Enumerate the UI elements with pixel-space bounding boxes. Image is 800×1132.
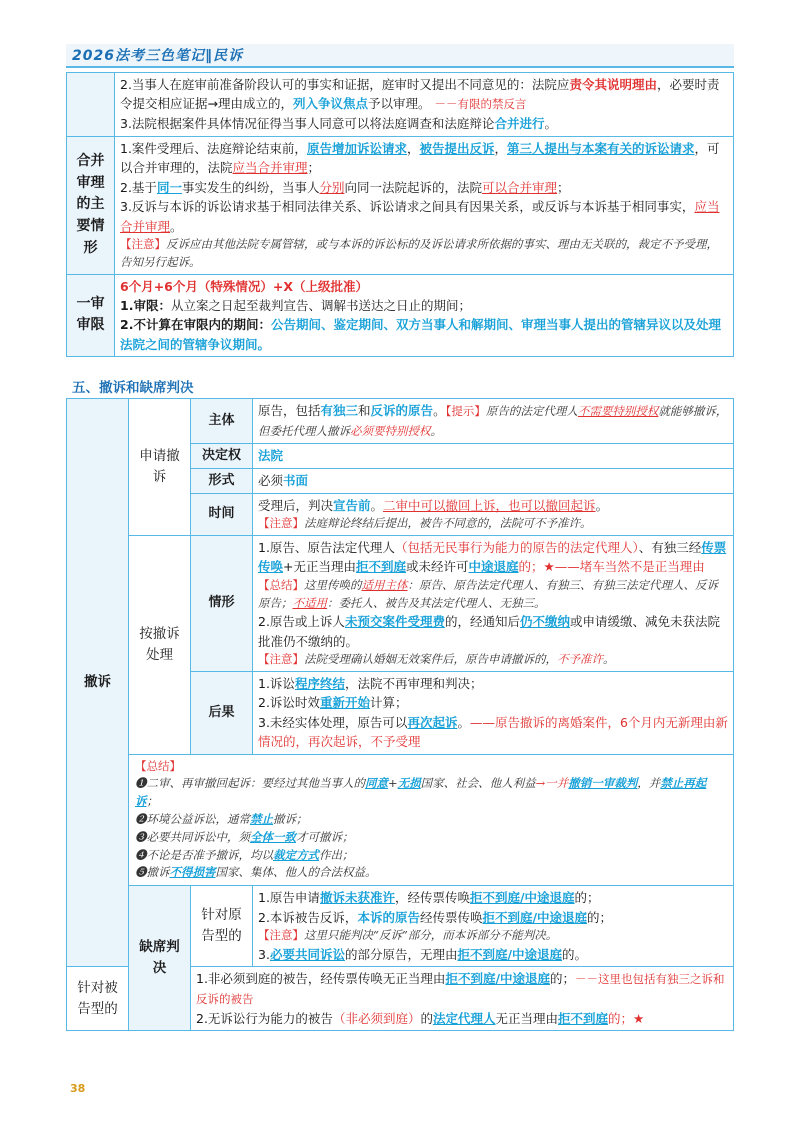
row-label: 合并审理的主要情形 (67, 137, 115, 275)
table-cell (253, 443, 734, 468)
field-label: 形式 (191, 468, 253, 493)
text: ❺撤诉 (135, 865, 170, 880)
text: 列入争议焦点 (292, 96, 368, 112)
paragraph (258, 945, 728, 964)
text: 的，经通知后 (444, 614, 520, 630)
text: 2.不计算在审限内的期间： (120, 317, 271, 333)
text: 的；★——堵车当然不是正当理由 (518, 559, 705, 575)
text: 拒不到庭/中途退庭 (482, 909, 588, 925)
text: 原告的法定代理人 (485, 404, 578, 418)
text: 原告增加诉讼请求 (306, 141, 407, 156)
text: 6个月+6个月（特殊情况） (120, 278, 273, 294)
row-sublabel: 按撤诉处理 (129, 536, 191, 754)
text: ❸必要共同诉讼中，须 (135, 829, 250, 844)
text: 拒不到庭/中途退庭 (457, 946, 563, 962)
text: 2.原告或上诉人 (258, 614, 345, 630)
text: 原告，包括 (258, 403, 321, 418)
paragraph (258, 674, 728, 693)
text: 的部分原告，无理由 (344, 946, 458, 962)
text: 未预交案件受理费 (344, 614, 445, 630)
text: 无损 (397, 776, 421, 791)
text: 的； (550, 971, 576, 987)
text: 宣告前 (333, 497, 371, 513)
text: ，法院不再审理和判决； (344, 676, 483, 692)
text: 的。 (562, 946, 588, 962)
note (258, 651, 728, 669)
row-sublabel: 申请撤诉 (129, 399, 191, 536)
text: 的；★ (608, 1010, 645, 1026)
table-row (67, 754, 734, 886)
text: 事实发生的纠纷，当事人 (181, 179, 320, 195)
text: 撤诉未获准许 (319, 890, 395, 906)
summary-item (135, 829, 727, 847)
paragraph (120, 296, 728, 315)
text: 书面 (283, 472, 309, 488)
text: 1.诉讼 (258, 676, 295, 692)
text: （非必须到庭） (332, 1010, 421, 1026)
text: 1.原告、原告法定代理人 (258, 540, 395, 556)
text: 同意 (365, 776, 388, 791)
text: 。 (603, 652, 615, 667)
text: ； (307, 160, 321, 176)
summary-cell (129, 754, 734, 886)
text: 就能够撤诉，但委托代理人撤诉 (258, 404, 728, 438)
text: （包括无民事行为能力的原告的法定代理人） (394, 540, 639, 556)
text: 反诉应由其他法院专属管辖，或与本诉的诉讼标的及诉讼请求所依据的事实、理由无关联的，裁定不予受理，告知另行起诉。 (120, 236, 718, 269)
text: 。 (433, 403, 446, 418)
text: 予以审理。 (368, 96, 431, 112)
table-cell (115, 73, 734, 137)
text: 2.诉讼时效 (258, 695, 320, 711)
text: 法定代理人 (432, 1010, 496, 1026)
text: 。 (544, 116, 557, 132)
text: 传票传唤 (258, 540, 727, 575)
note-tag: 【注意】 (120, 236, 166, 251)
text: ，可以合并审理的，法院 (120, 141, 720, 176)
text: －－有限的禁反言 (434, 97, 527, 112)
text: 。 (170, 218, 183, 234)
text: 不得损害 (169, 865, 216, 880)
paragraph (120, 277, 728, 296)
paragraph (258, 908, 728, 927)
row-sublabel: 针对被告型的 (67, 967, 129, 1031)
paragraph (196, 969, 728, 1009)
text: 。 (595, 497, 609, 513)
paragraph (258, 713, 728, 752)
table-cell (253, 536, 734, 672)
text: 的 (420, 1010, 433, 1026)
text: 不需要特别授权 (577, 404, 659, 418)
text: ：委托人、被告及其法定代理人、无独三。 (327, 595, 546, 610)
text: 作出； (319, 847, 354, 862)
page-header (66, 44, 734, 68)
table-cell (191, 967, 734, 1031)
text: 1.案件受理后、法庭辩论结束前， (120, 141, 307, 156)
note-tag: 【注意】 (258, 516, 304, 531)
text: 分别 (319, 179, 345, 195)
text: 可以合并审理 (482, 179, 558, 195)
note-tag: 【注意】 (258, 927, 304, 942)
text: 责令其说明理由 (569, 77, 657, 92)
text: 法院受理确认婚姻无效案件后，原告申请撤诉的， (304, 652, 557, 667)
summary-item (135, 864, 727, 882)
text: ❷环境公益诉讼，通常 (135, 811, 250, 826)
text: 裁定方式 (273, 847, 319, 862)
text: 拒不到庭/中途退庭 (445, 971, 551, 987)
text: 或申请缓缴、减免未获法院批准仍不缴纳的。 (258, 614, 720, 649)
text: 国家、集体、他人的合法权益。 (215, 865, 377, 880)
text: 和 (358, 403, 371, 418)
paragraph (196, 1009, 728, 1028)
text: 再次起诉 (407, 714, 458, 730)
note (258, 577, 728, 613)
text: 仍不缴纳 (519, 614, 570, 630)
text: 必须 (258, 472, 284, 488)
text: 。 (430, 423, 442, 438)
table-cell (253, 886, 734, 967)
text: 中途退庭 (468, 559, 519, 575)
note-tag: 【总结】 (135, 758, 181, 773)
table-row (67, 137, 734, 275)
text: 计算； (369, 695, 408, 711)
text: ❶二审、再审撤回起诉：要经过其他当事人的 (135, 776, 365, 791)
paragraph (120, 197, 728, 236)
text: 1.原告申请 (258, 890, 320, 906)
text: 2.基于 (120, 179, 157, 195)
section-title: 五、撤诉和缺席判决 (72, 380, 194, 396)
text: ， (494, 141, 507, 156)
text: 法庭辩论终结后提出，被告不同意的，法院可不予准许。 (304, 516, 592, 531)
text: ； (146, 794, 158, 809)
paragraph (120, 178, 728, 197)
text: 2.无诉讼行为能力的被告 (196, 1010, 333, 1026)
text: 经传票传唤 (419, 909, 483, 925)
summary-item (135, 847, 727, 865)
text: 、有独三经 (638, 540, 702, 556)
text: 有独三 (320, 403, 359, 418)
text: 1.审限： (120, 297, 171, 313)
paragraph (120, 315, 728, 354)
text: +无正当理由 (283, 559, 356, 575)
paragraph (120, 114, 728, 133)
text: 。 (370, 497, 384, 513)
field-label: 情形 (191, 536, 253, 672)
text: 3.未经实体处理，原告可以 (258, 714, 408, 730)
text: 从立案之日起至裁判宣告、调解书送达之日止的期间； (170, 297, 471, 313)
table-row (67, 73, 734, 137)
text: →一并 (535, 776, 569, 791)
text: 2.本诉被告反诉， (258, 909, 358, 925)
table-row (67, 886, 734, 967)
paragraph (258, 888, 728, 907)
text: 被告提出反诉 (419, 141, 495, 156)
paragraph (258, 496, 728, 515)
text: 3.法院根据案件具体情况征得当事人同意可以将法庭调查和法庭辩论 (120, 116, 495, 132)
summary-item (135, 775, 727, 811)
text: 国家、社会、他人利益 (420, 776, 536, 791)
page-number: 38 (70, 1082, 86, 1095)
text: 拒不到庭/中途退庭 (469, 890, 575, 906)
text: 无正当理由 (495, 1010, 558, 1026)
text: 3. (258, 946, 270, 962)
text: 这里传唤的 (304, 577, 362, 592)
row-sublabel: 针对原告型的 (191, 886, 253, 967)
table-cell (253, 493, 734, 535)
text: 反诉的原告 (370, 403, 434, 418)
text: + (388, 776, 398, 791)
text: 第三人提出与本案有关的诉讼请求 (507, 141, 695, 156)
text: 才可撤诉； (296, 829, 354, 844)
text: 必须要特别授权 (350, 423, 431, 438)
text: ，并 (637, 776, 661, 791)
table-cell (253, 399, 734, 444)
text: 撤销一审裁判 (568, 776, 638, 791)
table-cell (115, 274, 734, 357)
text: 法院 (258, 447, 284, 463)
text: 应当合并审理 (232, 160, 308, 176)
text: 适用主体 (361, 577, 408, 592)
text: 全体一致 (250, 829, 296, 844)
table-cell (253, 672, 734, 755)
text: 2.当事人在庭审前准备阶段认可的事实和证据，庭审时又提出不同意见的：法院应 (120, 77, 570, 92)
field-label: 主体 (191, 399, 253, 444)
text: 拒不到庭 (356, 559, 407, 575)
summary-item (135, 811, 727, 829)
text: 二审中可以撤回上诉，也可以撤回起诉 (383, 497, 596, 513)
text: 拒不到庭 (558, 1010, 609, 1026)
trial-table (66, 72, 734, 357)
table-row (67, 274, 734, 357)
text: 程序终结 (294, 676, 345, 692)
field-label: 时间 (191, 493, 253, 535)
page-header-title: 2026法考三色笔记‖民诉 (72, 48, 243, 64)
text: ，经传票传唤 (394, 890, 470, 906)
row-label: 撤诉 (67, 399, 129, 967)
text: －－这里也包括有独三之诉和反诉的被告 (196, 972, 725, 1006)
text: 受理后，判决 (258, 497, 334, 513)
text: 向同一法院起诉的，法院 (344, 179, 482, 195)
text: 不适用 (292, 595, 327, 610)
note (120, 236, 728, 272)
text: ； (557, 179, 570, 195)
paragraph (258, 612, 728, 651)
text: ❹不论是否准予撤诉，均以 (135, 847, 273, 862)
text: 的； (587, 909, 613, 925)
table-cell (253, 468, 734, 493)
text: 这里只能判决“反诉”部分，而本诉部分不能判决。 (304, 927, 558, 942)
note (258, 515, 728, 533)
paragraph (258, 538, 728, 577)
text: 必要共同诉讼 (269, 946, 345, 962)
text: 禁止 (250, 811, 273, 826)
note-tag: 【注意】 (258, 652, 304, 667)
paragraph (120, 139, 728, 178)
text: 公告期间、鉴定期间、双方当事人和解期间、审理当事人提出的管辖异议以及处理法院之间的管辖争议期间。 (120, 317, 721, 352)
text: 。 (457, 714, 470, 730)
field-label: 决定权 (191, 443, 253, 468)
row-label: 一审审限 (67, 274, 115, 357)
row-label: 缺席判决 (129, 886, 191, 1031)
text: ：原告、原告法定代理人、有独三、有独三法定代理人、反诉原告； (258, 577, 718, 610)
table-row (67, 536, 734, 672)
text: 撤诉； (273, 811, 308, 826)
text: 禁止再起诉 (135, 776, 707, 809)
row-label-empty (67, 73, 115, 137)
text: 3.反诉与本诉的诉讼请求基于相同法律关系、诉讼请求之间具有因果关系，或反诉与本诉基于相同事实， (120, 199, 695, 215)
text: +X（上级批准） (272, 278, 368, 294)
text: 同一 (156, 179, 182, 195)
text: 本诉的原告 (357, 909, 420, 925)
text: ，必要时责令提交相应证据→理由成立的， (120, 77, 720, 112)
table-row (67, 399, 734, 444)
text: 重新开始 (319, 695, 370, 711)
text: 1.非必须到庭的被告，经传票传唤无正当理由 (196, 971, 446, 987)
note (258, 927, 728, 945)
paragraph (120, 75, 728, 114)
text: 或未经许可 (406, 559, 469, 575)
text: 应当合并审理 (120, 199, 720, 234)
text: ， (406, 141, 420, 156)
note-tag: 【总结】 (258, 577, 304, 592)
text: 的； (574, 890, 600, 906)
text: ——原告撤诉的离婚案件，6个月内无新理由新情况的，再次起诉，不予受理 (258, 714, 728, 750)
note-tag: 【提示】 (445, 404, 486, 418)
table-cell (115, 137, 734, 275)
paragraph (258, 693, 728, 712)
field-label: 后果 (191, 672, 253, 755)
text: 不予准许 (557, 652, 603, 667)
text: 合并进行 (494, 116, 545, 132)
withdraw-table (66, 398, 734, 1031)
